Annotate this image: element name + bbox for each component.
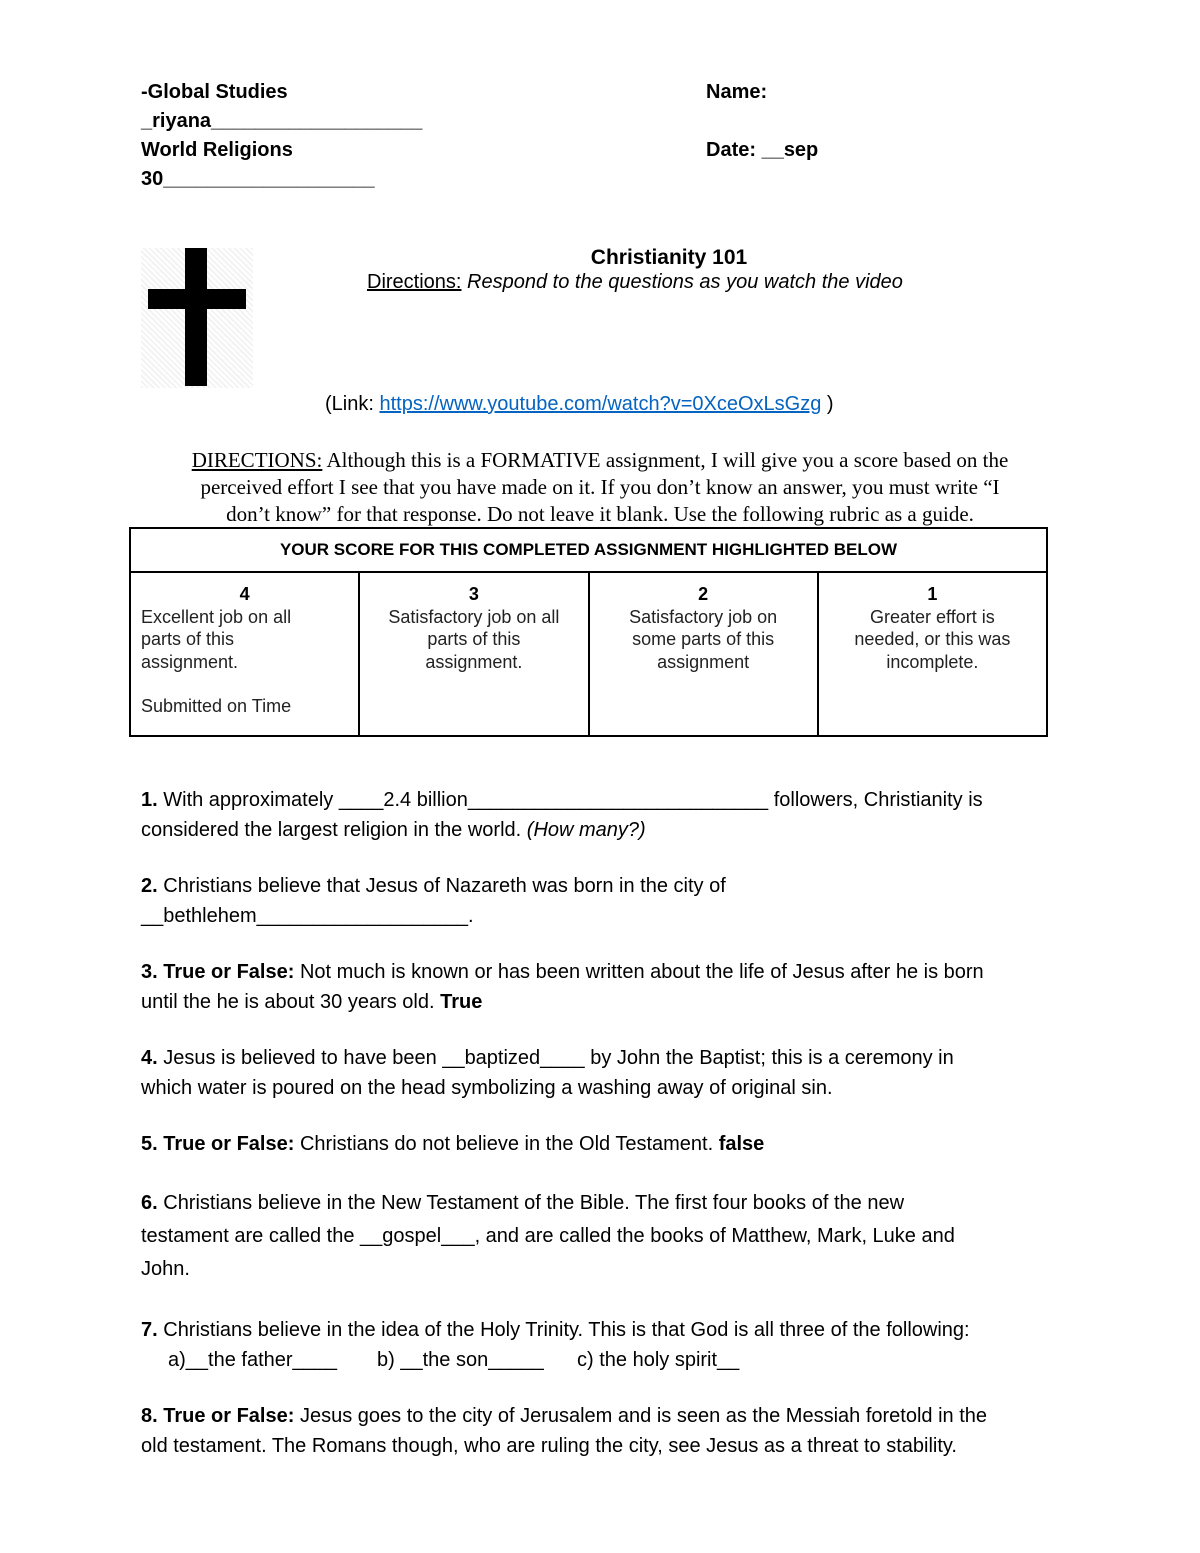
name-value: _riyana___________________ — [141, 110, 423, 132]
subject-label: World Religions — [141, 139, 293, 161]
directions-line — [367, 271, 903, 294]
question-4: 4. Jesus is believed to have been __baptized____ by John the Baptist; this is a ceremony in which water is poured on the head symbolizing a washing away of original sin. — [141, 1047, 954, 1099]
answer: false — [718, 1133, 765, 1155]
cross-horizontal-bar — [148, 289, 246, 309]
q7-option-c: c) the holy spirit__ — [577, 1349, 740, 1371]
video-link-line — [325, 393, 834, 416]
rubric-score: 4 — [239, 584, 250, 604]
question-5: 5. True or False: Christians do not believe in the Old Testament. false — [141, 1133, 765, 1155]
answer: True — [440, 991, 483, 1013]
rubric-score: 1 — [927, 584, 938, 604]
link-prefix: (Link: — [325, 393, 380, 415]
q7-option-a: a)__the father____ — [168, 1349, 338, 1371]
question-3: 3. True or False: Not much is known or has been written about the life of Jesus after he is born until the he is about 30 years old. True — [141, 961, 984, 1013]
date-label: Date: __sep — [706, 139, 819, 161]
question-2: 2. Christians believe that Jesus of Nazareth was born in the city of __bethlehem___________________. — [141, 875, 726, 927]
rubric-score: 2 — [698, 584, 709, 604]
rubric-cell-4: 4 Excellent job on all parts of this assignment. Submitted on Time — [130, 572, 359, 736]
date-value: 30___________________ — [141, 168, 375, 190]
rubric-score: 3 — [468, 584, 479, 604]
formative-line-3: don’t know” for that response. Do not leave it blank. Use the following rubric as a guide. — [226, 502, 974, 526]
rubric-heading: YOUR SCORE FOR THIS COMPLETED ASSIGNMENT HIGHLIGHTED BELOW — [130, 528, 1047, 572]
directions-text: Respond to the questions as you watch the video — [461, 271, 903, 293]
rubric-cell-3: 3 Satisfactory job on all parts of this assignment. — [359, 572, 588, 736]
formative-line-2: perceived effort I see that you have made on it. If you don’t know an answer, you must write “I — [200, 475, 1000, 499]
question-1: 1. With approximately ____2.4 billion___________________________ followers, Christianity is considered the largest religion in the world. (How many?) — [141, 789, 983, 841]
formative-directions — [120, 447, 1080, 528]
video-link[interactable]: https://www.youtube.com/watch?v=0XceOxLsGzg — [379, 393, 822, 415]
q7-option-b: b) __the son_____ — [377, 1349, 544, 1371]
question-8: 8. True or False: Jesus goes to the city of Jerusalem and is seen as the Messiah foretold in the old testament. The Romans though, who are ruling the city, see Jesus as a threat to stability. — [141, 1405, 988, 1457]
name-label: Name: — [706, 81, 768, 103]
question-6: 6. Christians believe in the New Testament of the Bible. The first four books of the new testament are called the __gospel___, and are called the books of Matthew, Mark, Luke and John. — [141, 1192, 955, 1280]
formative-line-1: DIRECTIONS: Although this is a FORMATIVE assignment, I will give you a score based on the — [191, 448, 1009, 472]
page-title: Christianity 101 — [590, 246, 748, 269]
directions-label: Directions: — [367, 271, 462, 293]
link-suffix: ) — [821, 393, 834, 415]
rubric-cell-1: 1 Greater effort is needed, or this was incomplete. — [818, 572, 1047, 736]
formative-label: DIRECTIONS: — [191, 448, 323, 472]
rubric-table — [129, 527, 1048, 737]
rubric-cell-2: 2 Satisfactory job on some parts of this assignment — [589, 572, 818, 736]
question-7: 7. Christians believe in the idea of the Holy Trinity. This is that God is all three of the following: — [141, 1319, 970, 1341]
course-label: -Global Studies — [141, 81, 288, 103]
